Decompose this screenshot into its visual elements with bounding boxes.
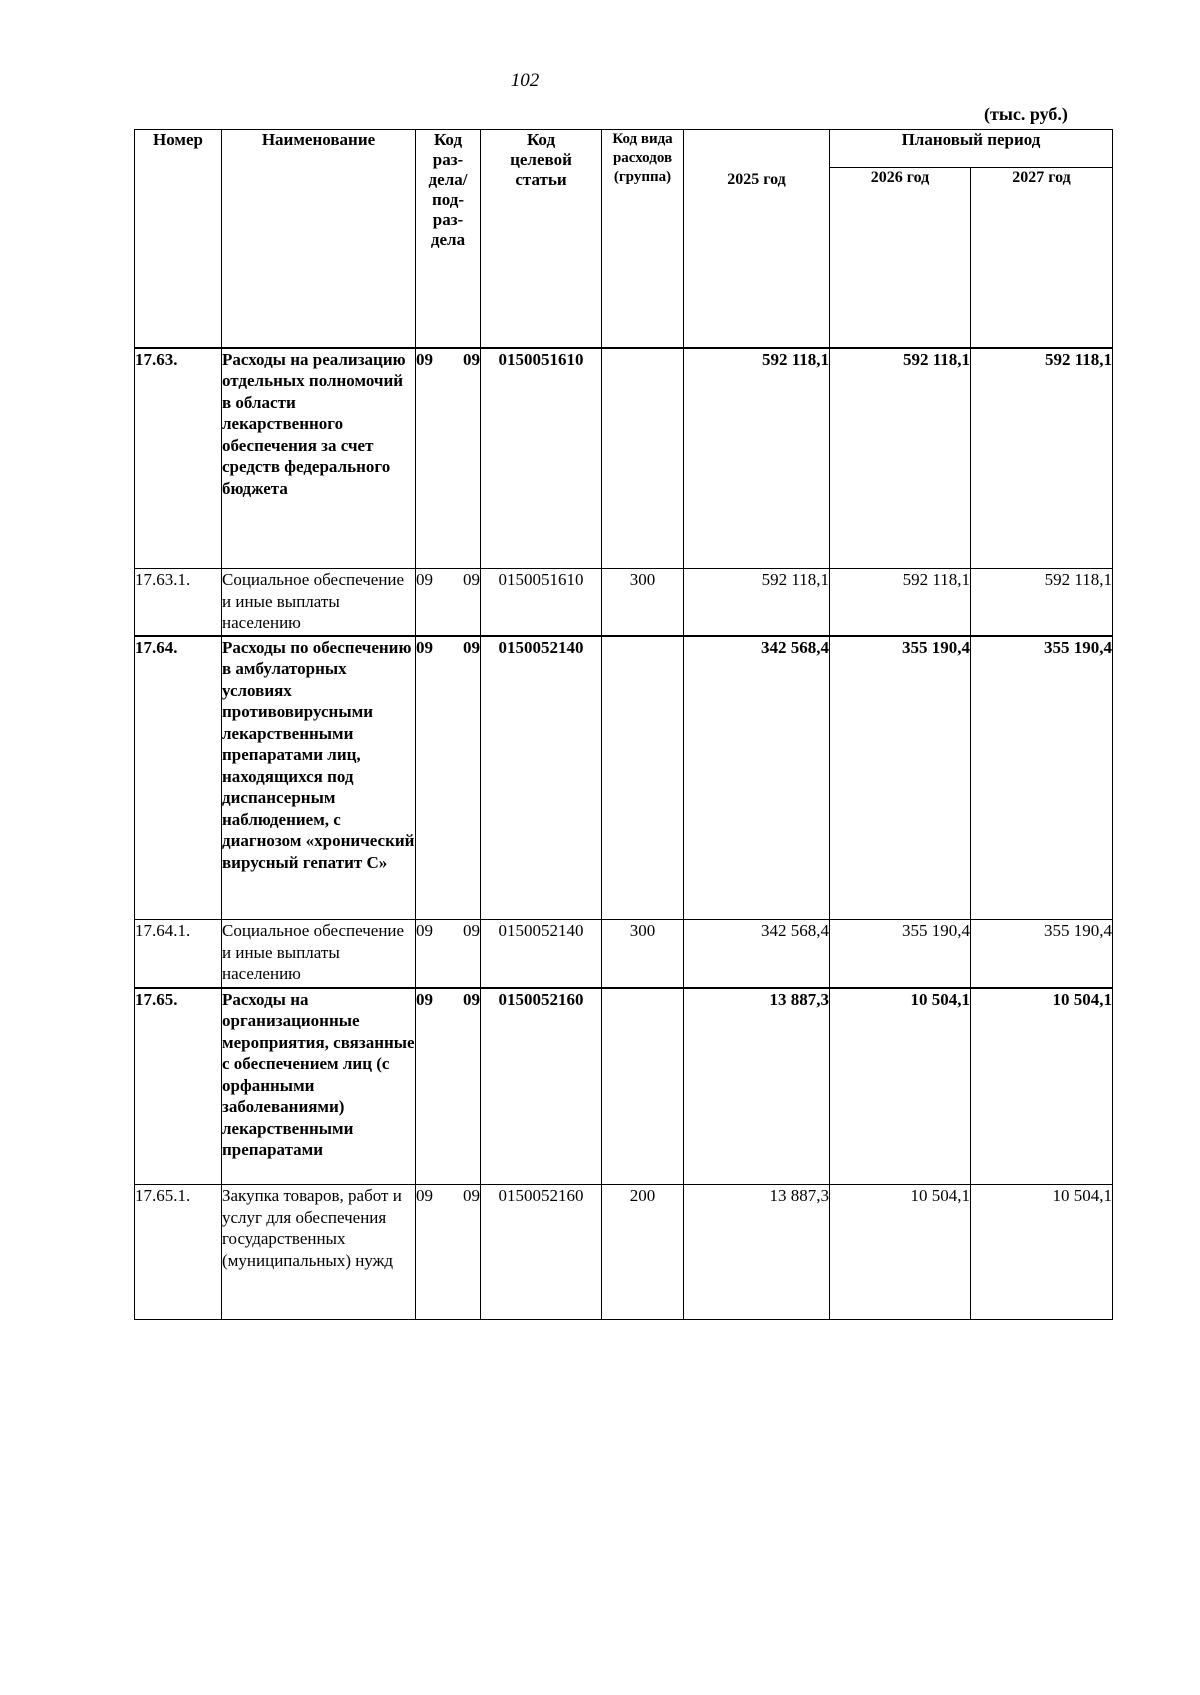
- row-subsection: 09: [463, 921, 480, 940]
- row-name: Расходы на реализацию отдельных полномочий в области лекарственного обеспечения за счет средств федерального бюджета: [222, 348, 416, 569]
- row-target-code: 0150052140: [481, 636, 602, 920]
- row-value-2025: 592 118,1: [684, 348, 830, 569]
- row-section-code: [416, 920, 481, 988]
- row-number: 17.64.: [135, 636, 222, 920]
- page-number: 102: [510, 70, 540, 91]
- row-subsection: 09: [463, 1186, 480, 1205]
- row-value-2026: 10 504,1: [830, 988, 971, 1185]
- row-name: Социальное обеспечение и иные выплаты населению: [222, 569, 416, 636]
- header-target-code-text: Код целевой статьи: [510, 130, 572, 189]
- header-number: Номер: [135, 130, 222, 348]
- row-value-2027: 355 190,4: [971, 920, 1113, 988]
- row-expense-group: [602, 348, 684, 569]
- table-row: [135, 920, 1113, 988]
- row-section: 09: [416, 349, 433, 369]
- row-value-2025: 13 887,3: [684, 1185, 830, 1320]
- table-row: [135, 1185, 1113, 1320]
- header-section-code: [416, 130, 481, 348]
- row-value-2027: 355 190,4: [971, 636, 1113, 920]
- row-name: Расходы по обеспечению в амбулаторных условиях противовирусными лекарственными препаратами лиц, находящихся под диспансерным наблюдением, с диагнозом «хронический вирусный гепатит С»: [222, 636, 416, 920]
- row-value-2026: 10 504,1: [830, 1185, 971, 1320]
- table-row: [135, 569, 1113, 636]
- row-value-2025: 342 568,4: [684, 920, 830, 988]
- row-subsection: 09: [463, 637, 480, 657]
- units-label: (тыс. руб.): [984, 104, 1068, 124]
- table-row: [135, 988, 1113, 1185]
- row-section-code: [416, 636, 481, 920]
- header-section-code-text: Код раз-дела/ под-раз-дела: [428, 130, 468, 249]
- row-number: 17.65.1.: [135, 1185, 222, 1320]
- table-row: [135, 636, 1113, 920]
- row-expense-group: 300: [602, 920, 684, 988]
- row-value-2026: 592 118,1: [830, 569, 971, 636]
- row-section: 09: [416, 637, 433, 657]
- row-section-code: [416, 569, 481, 636]
- row-number: 17.65.: [135, 988, 222, 1185]
- row-name: Закупка товаров, работ и услуг для обеспечения государственных (муниципальных) нужд: [222, 1185, 416, 1320]
- row-section-code: [416, 1185, 481, 1320]
- header-name: Наименование: [222, 130, 416, 348]
- row-value-2027: 592 118,1: [971, 569, 1113, 636]
- row-expense-group: 200: [602, 1185, 684, 1320]
- row-value-2027: 592 118,1: [971, 348, 1113, 569]
- table-row: [135, 348, 1113, 569]
- row-value-2026: 355 190,4: [830, 636, 971, 920]
- header-year-2026: 2026 год: [830, 168, 971, 348]
- row-number: 17.63.: [135, 348, 222, 569]
- row-section: 09: [416, 1186, 433, 1205]
- row-subsection: 09: [463, 349, 480, 369]
- header-target-code: [481, 130, 602, 348]
- row-expense-group: 300: [602, 569, 684, 636]
- header-year-2025: 2025 год: [684, 130, 830, 348]
- row-name: Социальное обеспечение и иные выплаты населению: [222, 920, 416, 988]
- row-value-2026: 355 190,4: [830, 920, 971, 988]
- row-section-code: [416, 988, 481, 1185]
- row-number: 17.63.1.: [135, 569, 222, 636]
- row-value-2025: 13 887,3: [684, 988, 830, 1185]
- row-target-code: 0150052160: [481, 1185, 602, 1320]
- row-value-2027: 10 504,1: [971, 1185, 1113, 1320]
- row-number: 17.64.1.: [135, 920, 222, 988]
- row-section-code: [416, 348, 481, 569]
- row-section: 09: [416, 989, 433, 1009]
- header-planning-period: Плановый период: [830, 130, 1113, 168]
- budget-table: [134, 129, 1113, 1320]
- row-target-code: 0150052140: [481, 920, 602, 988]
- row-name: Расходы на организационные мероприятия, связанные с обеспечением лиц (с орфанными заболеваниями) лекарственными препаратами: [222, 988, 416, 1185]
- row-value-2025: 592 118,1: [684, 569, 830, 636]
- row-section: 09: [416, 921, 433, 940]
- row-value-2025: 342 568,4: [684, 636, 830, 920]
- row-target-code: 0150051610: [481, 569, 602, 636]
- row-expense-group: [602, 988, 684, 1185]
- header-year-2027: 2027 год: [971, 168, 1113, 348]
- row-value-2026: 592 118,1: [830, 348, 971, 569]
- row-subsection: 09: [463, 570, 480, 589]
- row-target-code: 0150051610: [481, 348, 602, 569]
- row-subsection: 09: [463, 989, 480, 1009]
- row-expense-group: [602, 636, 684, 920]
- header-expense-group: Код вида расходов (группа): [602, 130, 684, 348]
- row-value-2027: 10 504,1: [971, 988, 1113, 1185]
- row-section: 09: [416, 570, 433, 589]
- row-target-code: 0150052160: [481, 988, 602, 1185]
